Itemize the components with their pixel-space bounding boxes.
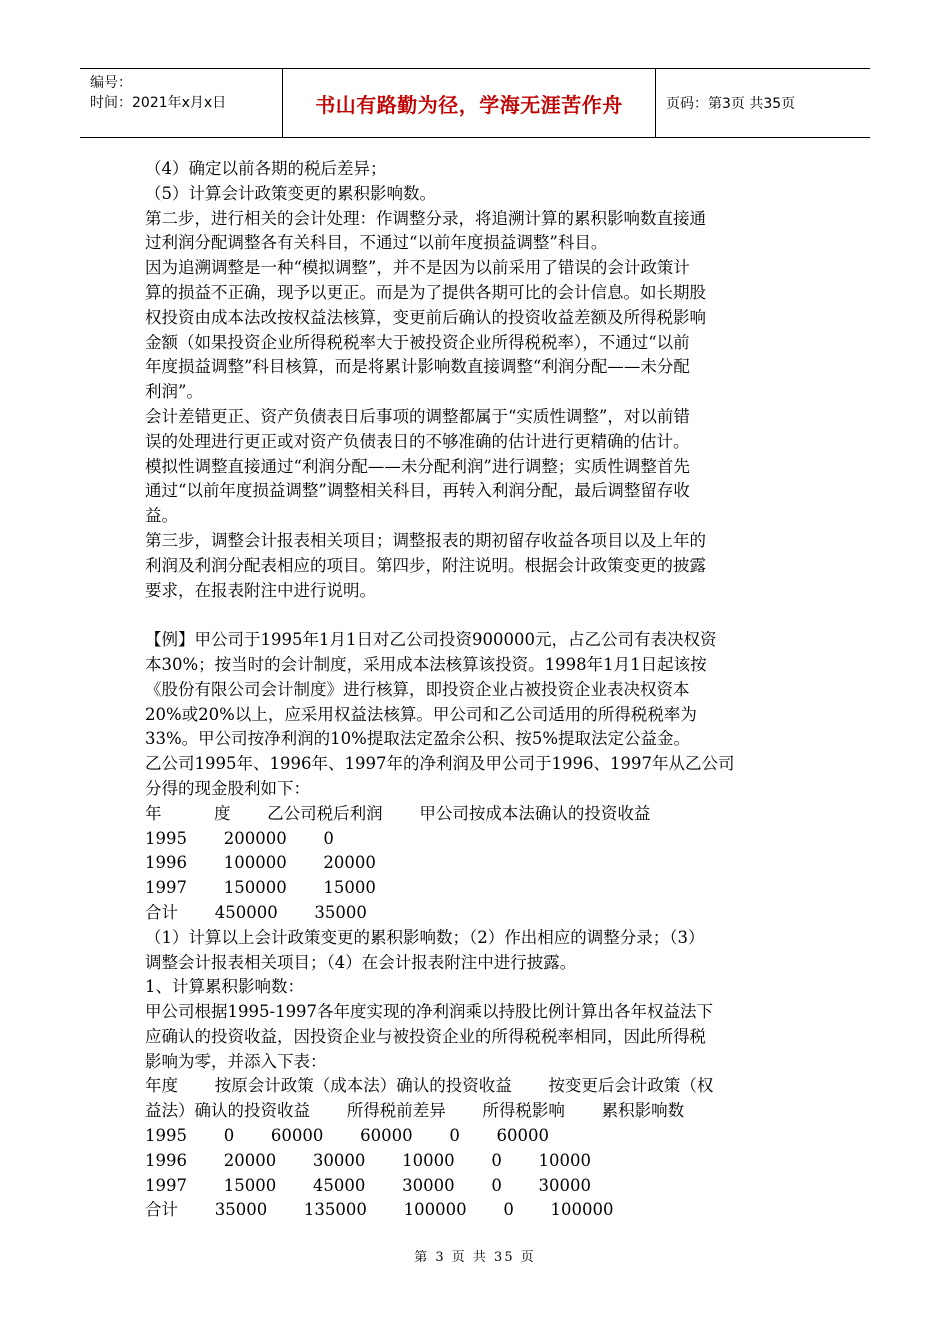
body-line: 20%或20%以上，应采用权益法核算。甲公司和乙公司适用的所得税税率为: [145, 704, 697, 724]
body-line: 合计 450000 35000: [145, 902, 367, 922]
body-line: 年度 按原会计政策（成本法）确认的投资收益 按变更后会计政策（权: [145, 1076, 714, 1096]
body-line: 《股份有限公司会计制度》进行核算，即投资企业占被投资企业表决权资本: [145, 679, 690, 699]
body-line: 益法）确认的投资收益 所得税前差异 所得税影响 累积影响数: [145, 1101, 685, 1121]
body-line: 合计 35000 135000 100000 0 100000: [145, 1200, 614, 1220]
document-body: [145, 157, 810, 1223]
body-line: [145, 603, 810, 628]
body-line: 1、计算累积影响数：: [145, 977, 304, 997]
body-line: 甲公司根据1995-1997各年度实现的净利润乘以持股比例计算出各年权益法下: [145, 1002, 714, 1022]
page-footer: 第 3 页 共 35 页: [414, 1250, 536, 1265]
body-line: 利润及利润分配表相应的项目。第四步，附注说明。根据会计政策变更的披露: [145, 555, 706, 575]
body-line: 1996 100000 20000: [145, 853, 376, 873]
number-label: 编号：: [90, 75, 132, 91]
body-line: 利润”。: [145, 382, 203, 402]
body-line: 过利润分配调整各有关科目，不通过“以前年度损益调整”科目。: [145, 233, 608, 253]
body-line: 要求，在报表附注中进行说明。: [145, 580, 376, 600]
body-line: 第三步，调整会计报表相关项目；调整报表的期初留存收益各项目以及上年的: [145, 530, 706, 550]
time-label: 时间：2021年x月x日: [90, 95, 227, 111]
body-line: 益。: [145, 506, 178, 526]
body-line: 乙公司1995年、1996年、1997年的净利润及甲公司于1996、1997年从乙公司: [145, 754, 735, 774]
header-meta: [80, 69, 283, 137]
body-line: 误的处理进行更正或对资产负债表日的不够准确的估计进行更精确的估计。: [145, 431, 690, 451]
document-header: [80, 68, 870, 138]
body-line: 金额（如果投资企业所得税税率大于被投资企业所得税税率），不通过“以前: [145, 332, 690, 352]
body-line: 权投资由成本法改按权益法核算，变更前后确认的投资收益差额及所得税影响: [145, 307, 706, 327]
body-line: 影响为零，并添入下表：: [145, 1051, 327, 1071]
body-line: 年度损益调整”科目核算，而是将累计影响数直接调整“利润分配——未分配: [145, 357, 690, 377]
body-line: 本30%；按当时的会计制度，采用成本法核算该投资。1998年1月1日起该按: [145, 654, 707, 674]
header-page-code: 页码：第3页 共35页: [666, 96, 796, 112]
body-line: 算的损益不正确，现予以更正。而是为了提供各期可比的会计信息。如长期股: [145, 282, 706, 302]
body-line: 会计差错更正、资产负债表日后事项的调整都属于“实质性调整”，对以前错: [145, 406, 690, 426]
body-line: （1）计算以上会计政策变更的累积影响数；（2）作出相应的调整分录；（3）: [145, 927, 705, 947]
body-line: 【例】甲公司于1995年1月1日对乙公司投资900000元，占乙公司有表决权资: [145, 630, 717, 650]
body-line: （4）确定以前各期的税后差异；: [145, 159, 387, 178]
header-motto: 书山有路勤为径，学海无涯苦作舟: [283, 69, 656, 137]
body-line: 1997 15000 45000 30000 0 30000: [145, 1175, 592, 1195]
body-line: 33%。甲公司按净利润的10%提取法定盈余公积、按5%提取法定公益金。: [145, 729, 691, 749]
body-line: 第二步，进行相关的会计处理：作调整分录，将追溯计算的累积影响数直接通: [145, 208, 706, 228]
body-line: 调整会计报表相关项目；（4）在会计报表附注中进行披露。: [145, 952, 577, 972]
body-line: 1995 200000 0: [145, 828, 334, 848]
body-line: 1995 0 60000 60000 0 60000: [145, 1126, 550, 1146]
body-line: 分得的现金股利如下：: [145, 778, 310, 798]
body-line: 年 度 乙公司税后利润 甲公司按成本法确认的投资收益: [145, 803, 651, 823]
body-line: 1997 150000 15000: [145, 878, 376, 898]
body-line: 1996 20000 30000 10000 0 10000: [145, 1150, 592, 1170]
body-line: 通过“以前年度损益调整”调整相关科目，再转入利润分配，最后调整留存收: [145, 481, 690, 501]
body-line: 因为追溯调整是一种“模拟调整”，并不是因为以前采用了错误的会计政策计: [145, 258, 690, 278]
body-line: 应确认的投资收益，因投资企业与被投资企业的所得税税率相同，因此所得税: [145, 1026, 706, 1046]
body-line: 模拟性调整直接通过“利润分配——未分配利润”进行调整；实质性调整首先: [145, 456, 690, 476]
body-line: （5）计算会计政策变更的累积影响数。: [145, 183, 436, 203]
